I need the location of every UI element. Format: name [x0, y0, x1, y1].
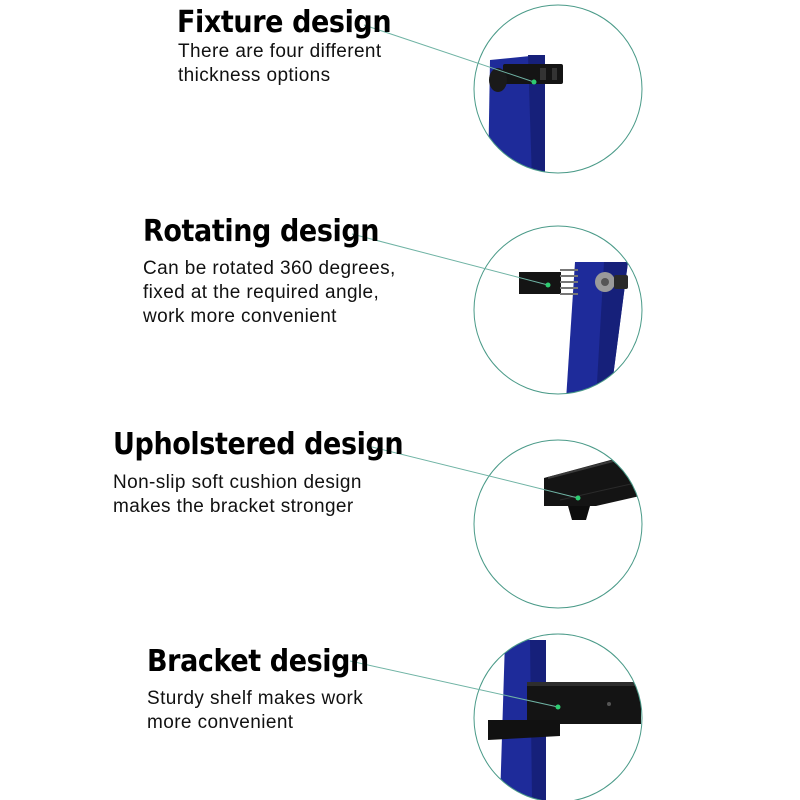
description-line: There are four different: [178, 41, 382, 62]
description-line: Non-slip soft cushion design: [113, 472, 362, 493]
upholstered-design-title: Upholstered design: [113, 427, 404, 462]
description-line: Sturdy shelf makes work: [147, 688, 364, 709]
fixture-design-title: Fixture design: [177, 5, 392, 40]
upholstered-design-description: [113, 471, 362, 519]
cushion-detail-image: [544, 452, 640, 520]
description-line: fixed at the required angle,: [143, 282, 380, 303]
description-line: Can be rotated 360 degrees,: [143, 258, 396, 279]
description-line: thickness options: [178, 65, 331, 86]
rotating-design-description: [143, 257, 396, 329]
bracket-detail-image: [488, 640, 641, 800]
fixture-detail-image: [488, 55, 563, 180]
fixture-design-description: [178, 40, 382, 88]
bracket-design-description: [147, 687, 363, 735]
rotating-design-title: Rotating design: [143, 214, 380, 249]
description-line: work more convenient: [143, 306, 337, 327]
bracket-design-title: Bracket design: [147, 644, 369, 679]
rotating-detail-image: [519, 262, 628, 400]
description-line: more convenient: [147, 712, 294, 733]
description-line: makes the bracket stronger: [113, 496, 354, 517]
